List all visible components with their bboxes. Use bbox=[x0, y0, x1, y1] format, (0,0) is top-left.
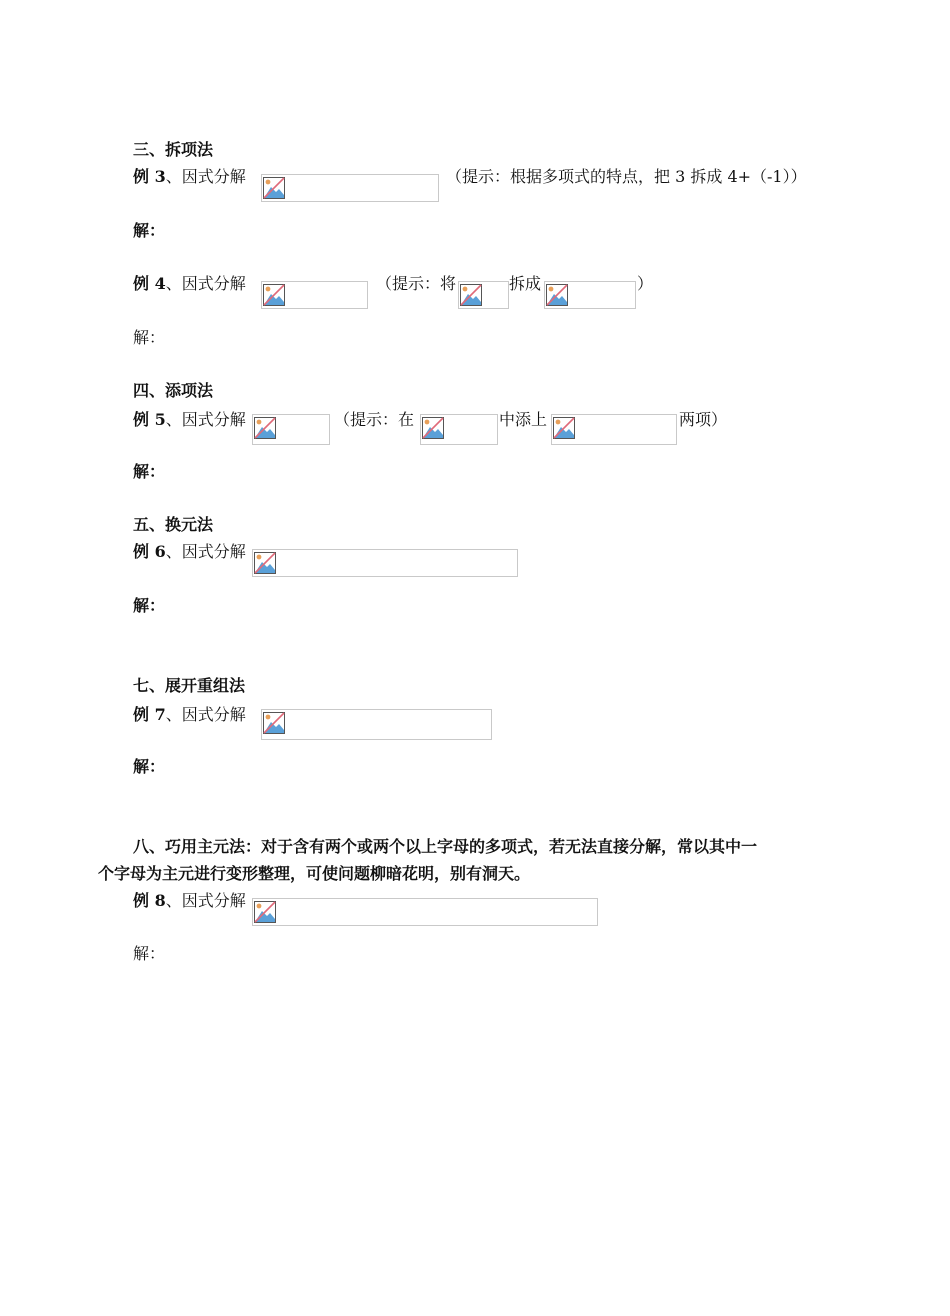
example-8-line bbox=[133, 891, 246, 911]
broken-image-icon bbox=[263, 177, 285, 199]
answer-label: 解： bbox=[133, 596, 166, 615]
formula-image bbox=[458, 281, 509, 309]
formula-image bbox=[252, 549, 518, 577]
example-5-hint-middle: 中添上 bbox=[499, 410, 548, 429]
formula-image bbox=[252, 414, 330, 445]
example-5-hint-end: 两项） bbox=[679, 410, 728, 429]
example-label: 例 8 bbox=[133, 891, 166, 910]
example-label: 例 4 bbox=[133, 274, 166, 293]
answer-label: 解： bbox=[133, 462, 166, 481]
example-5-line bbox=[133, 410, 246, 430]
example-label: 例 5 bbox=[133, 410, 166, 429]
example-3-hint: （提示：根据多项式的特点，把 3 拆成 4+（-1）） bbox=[446, 167, 807, 186]
example-7-line bbox=[133, 705, 246, 725]
example-prompt: 、因式分解 bbox=[165, 542, 246, 561]
section-paragraph-line-1: 八、巧用主元法：对于含有两个或两个以上字母的多项式，若无法直接分解，常以其中一 bbox=[133, 837, 758, 856]
broken-image-icon bbox=[546, 284, 568, 306]
answer-label: 解： bbox=[133, 328, 166, 347]
section-heading-expand-regroup: 七、展开重组法 bbox=[133, 676, 246, 695]
formula-image bbox=[261, 174, 439, 202]
formula-image bbox=[420, 414, 498, 445]
example-4-hint-start: （提示：将 bbox=[376, 274, 457, 293]
broken-image-icon bbox=[254, 417, 276, 439]
example-3-line bbox=[133, 167, 246, 187]
broken-image-icon bbox=[422, 417, 444, 439]
section-heading-substitution: 五、换元法 bbox=[133, 515, 214, 534]
formula-image bbox=[261, 281, 368, 309]
answer-label: 解： bbox=[133, 757, 166, 776]
formula-image bbox=[261, 709, 492, 740]
section-heading-split-terms: 三、拆项法 bbox=[133, 140, 214, 159]
example-prompt: 、因式分解 bbox=[165, 705, 246, 724]
example-6-line bbox=[133, 542, 246, 562]
broken-image-icon bbox=[254, 901, 276, 923]
answer-label: 解： bbox=[133, 944, 166, 963]
formula-image bbox=[544, 281, 636, 309]
answer-label: 解： bbox=[133, 221, 166, 240]
example-prompt: 、因式分解 bbox=[165, 891, 246, 910]
formula-image bbox=[551, 414, 677, 445]
broken-image-icon bbox=[254, 552, 276, 574]
example-prompt: 、因式分解 bbox=[165, 274, 246, 293]
broken-image-icon bbox=[263, 712, 285, 734]
example-4-line bbox=[133, 274, 246, 294]
formula-image bbox=[252, 898, 598, 926]
example-label: 例 6 bbox=[133, 542, 166, 561]
section-paragraph-line-2: 个字母为主元进行变形整理，可使问题柳暗花明，别有洞天。 bbox=[98, 864, 531, 883]
example-prompt: 、因式分解 bbox=[165, 167, 246, 186]
example-4-hint-end: ） bbox=[637, 274, 654, 293]
example-label: 例 3 bbox=[133, 167, 166, 186]
example-5-hint-start: （提示：在 bbox=[334, 410, 415, 429]
example-label: 例 7 bbox=[133, 705, 166, 724]
broken-image-icon bbox=[460, 284, 482, 306]
example-4-hint-middle: 拆成 bbox=[509, 274, 542, 293]
broken-image-icon bbox=[553, 417, 575, 439]
example-prompt: 、因式分解 bbox=[165, 410, 246, 429]
broken-image-icon bbox=[263, 284, 285, 306]
section-heading-add-terms: 四、添项法 bbox=[133, 381, 214, 400]
